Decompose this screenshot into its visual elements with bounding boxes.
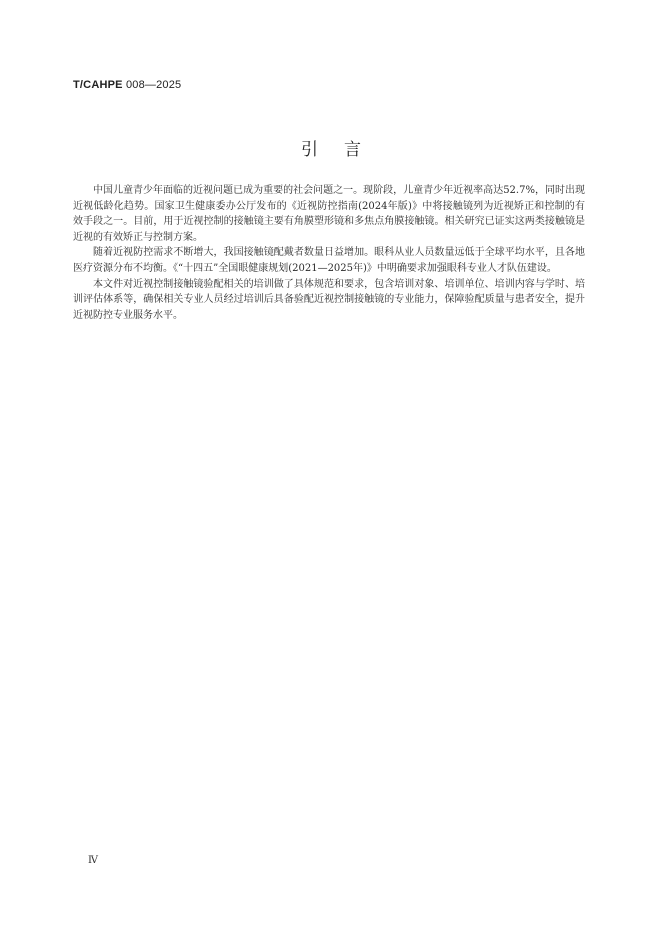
standard-code: [73, 79, 181, 91]
standard-prefix: T/CAHPE: [73, 79, 123, 91]
page-title: 引言: [301, 140, 387, 160]
document-body: [73, 183, 585, 323]
standard-number: 008—2025: [122, 79, 182, 91]
paragraph-1: 中国儿童青少年面临的近视问题已成为重要的社会问题之一。现阶段，儿童青少年近视率高达52.7%，同时出现近视低龄化趋势。国家卫生健康委办公厅发布的《近视防控指南(2024年版)》中将接触镜列为近视矫正和控制的有效手段之一。目前，用于近视控制的接触镜主要有角膜塑形镜和多焦点角膜接触镜。相关研究已证实这两类接触镜是近视的有效矫正与控制方案。: [73, 185, 585, 243]
paragraph-2: 随着近视防控需求不断增大，我国接触镜配戴者数量日益增加。眼科从业人员数量远低于全球平均水平，且各地医疗资源分布不均衡。《“十四五”全国眼健康规划(2021—2025年)》中明确要求加强眼科专业人才队伍建设。: [73, 247, 585, 274]
paragraph-3: 本文件对近视控制接触镜验配相关的培训做了具体规范和要求，包含培训对象、培训单位、培训内容与学时、培训评估体系等，确保相关专业人员经过培训后具备验配近视控制接触镜的专业能力，保障验配质量与患者安全，提升近视防控专业服务水平。: [73, 278, 585, 321]
page-number: Ⅳ: [88, 855, 98, 866]
